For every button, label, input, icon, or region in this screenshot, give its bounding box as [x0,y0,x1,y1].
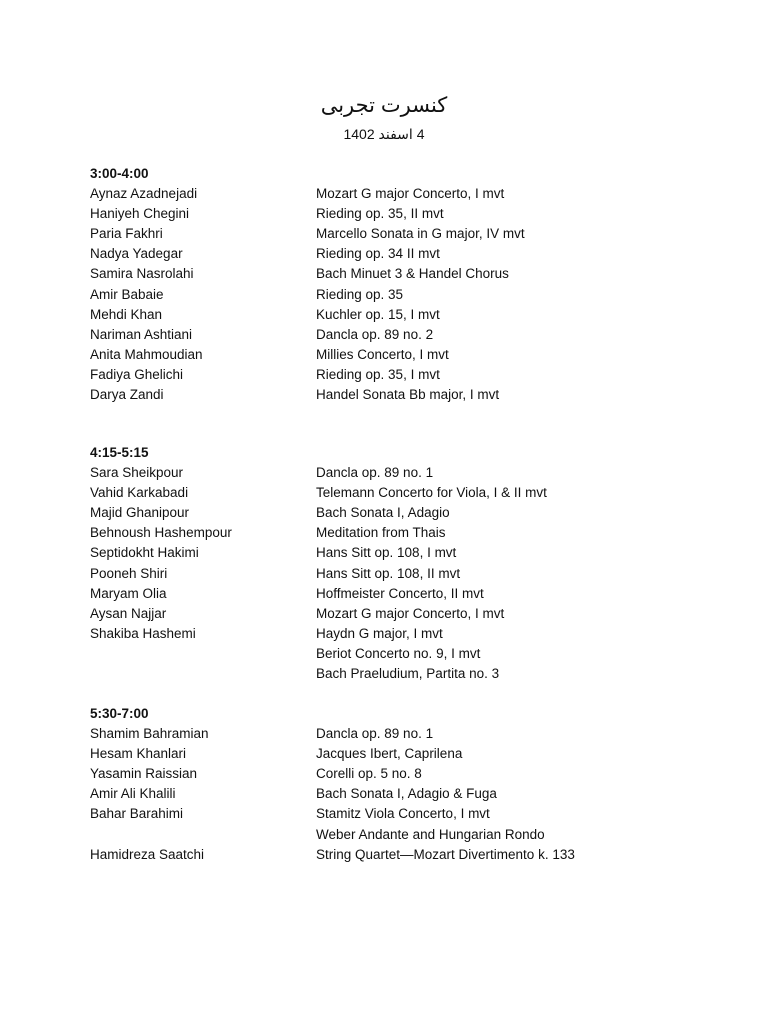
piece-title: Bach Minuet 3 & Handel Chorus [316,266,509,282]
performer-name: Vahid Karkabadi [90,485,189,501]
program-row [90,503,710,523]
piece-title: Haydn G major, I mvt [316,625,443,641]
program-row [90,644,710,664]
program-row [90,764,710,784]
performer-name: Paria Fakhri [90,226,163,242]
session-block [90,443,710,684]
piece-title: Rieding op. 34 II mvt [316,246,440,262]
session-time: 3:00-4:00 [90,166,149,181]
program-row [90,184,710,204]
piece-title: Dancla op. 89 no. 2 [316,326,434,342]
program-row [90,325,710,345]
program-row [90,264,710,284]
program-row [90,483,710,503]
piece-title: Beriot Concerto no. 9, I mvt [316,645,481,661]
performer-name: Hesam Khanlari [90,746,187,762]
piece-title: Mozart G major Concerto, I mvt [316,186,505,202]
program-row [90,244,710,264]
piece-title: Hoffmeister Concerto, II mvt [316,585,484,601]
performer-name: Hamidreza Saatchi [90,846,205,862]
program-row [90,845,710,865]
program-row [90,523,710,543]
piece-title: Marcello Sonata in G major, IV mvt [316,226,525,242]
page-title: کنسرت تجربی [320,94,448,117]
performer-name: Sara Sheikpour [90,465,184,481]
piece-title: Stamitz Viola Concerto, I mvt [316,806,490,822]
piece-title: Hans Sitt op. 108, I mvt [316,545,457,561]
program-row [90,345,710,365]
program-row [90,543,710,563]
program-row [90,564,710,584]
session-time: 4:15-5:15 [90,445,149,460]
piece-title: Corelli op. 5 no. 8 [316,766,422,782]
performer-name: Amir Ali Khalili [90,786,176,802]
piece-title: Rieding op. 35, II mvt [316,206,444,222]
program-row [90,784,710,804]
performer-name: Darya Zandi [90,387,164,403]
performer-name: Aynaz Azadnejadi [90,186,198,202]
performer-name: Fadiya Ghelichi [90,366,184,382]
performer-name: Maryam Olia [90,585,167,601]
performer-name: Shamim Bahramian [90,726,209,742]
performer-name: Shakiba Hashemi [90,625,196,641]
piece-title: Jacques Ibert, Caprilena [316,746,463,762]
program-row [90,825,710,845]
piece-title: Bach Sonata I, Adagio [316,505,450,521]
piece-title: Dancla op. 89 no. 1 [316,726,434,742]
program-row [90,604,710,624]
piece-title: Rieding op. 35 [316,286,404,302]
piece-title: Bach Sonata I, Adagio & Fuga [316,786,497,802]
program-row [90,204,710,224]
piece-title: Kuchler op. 15, I mvt [316,306,440,322]
piece-title: Weber Andante and Hungarian Rondo [316,826,545,842]
piece-title: Mozart G major Concerto, I mvt [316,605,505,621]
page-date: 4 اسفند 1402 [343,126,425,142]
program-row [90,285,710,305]
performer-name [90,644,316,664]
piece-title: Handel Sonata Bb major, I mvt [316,387,500,403]
program-row [90,624,710,644]
piece-title: Dancla op. 89 no. 1 [316,465,434,481]
session-block [90,164,710,405]
performer-name: Samira Nasrolahi [90,266,194,282]
program-row [90,744,710,764]
piece-title: Bach Praeludium, Partita no. 3 [316,666,500,682]
performer-name: Behnoush Hashempour [90,525,232,541]
program-row [90,385,710,405]
program-row [90,584,710,604]
performer-name: Anita Mahmoudian [90,346,203,362]
program-row [90,724,710,744]
performer-name [90,664,316,684]
performer-name: Bahar Barahimi [90,806,184,822]
performer-name: Amir Babaie [90,286,164,302]
program-row [90,664,710,684]
performer-name: Pooneh Shiri [90,565,168,581]
program-row [90,463,710,483]
program-row [90,305,710,325]
performer-name: Majid Ghanipour [90,505,190,521]
piece-title: Hans Sitt op. 108, II mvt [316,565,461,581]
piece-title: Millies Concerto, I mvt [316,346,449,362]
program-row [90,224,710,244]
session-time: 5:30-7:00 [90,706,149,721]
piece-title: String Quartet—Mozart Divertimento k. 133 [316,846,575,862]
performer-name: Mehdi Khan [90,306,163,322]
piece-title: Rieding op. 35, I mvt [316,366,440,382]
performer-name: Haniyeh Chegini [90,206,190,222]
program-row [90,365,710,385]
program-row [90,804,710,824]
performer-name: Nariman Ashtiani [90,326,193,342]
performer-name [90,825,316,845]
piece-title: Telemann Concerto for Viola, I & II mvt [316,485,547,501]
performer-name: Septidokht Hakimi [90,545,199,561]
session-block [90,704,710,865]
performer-name: Aysan Najjar [90,605,167,621]
performer-name: Yasamin Raissian [90,766,198,782]
performer-name: Nadya Yadegar [90,246,183,262]
piece-title: Meditation from Thais [316,525,446,541]
